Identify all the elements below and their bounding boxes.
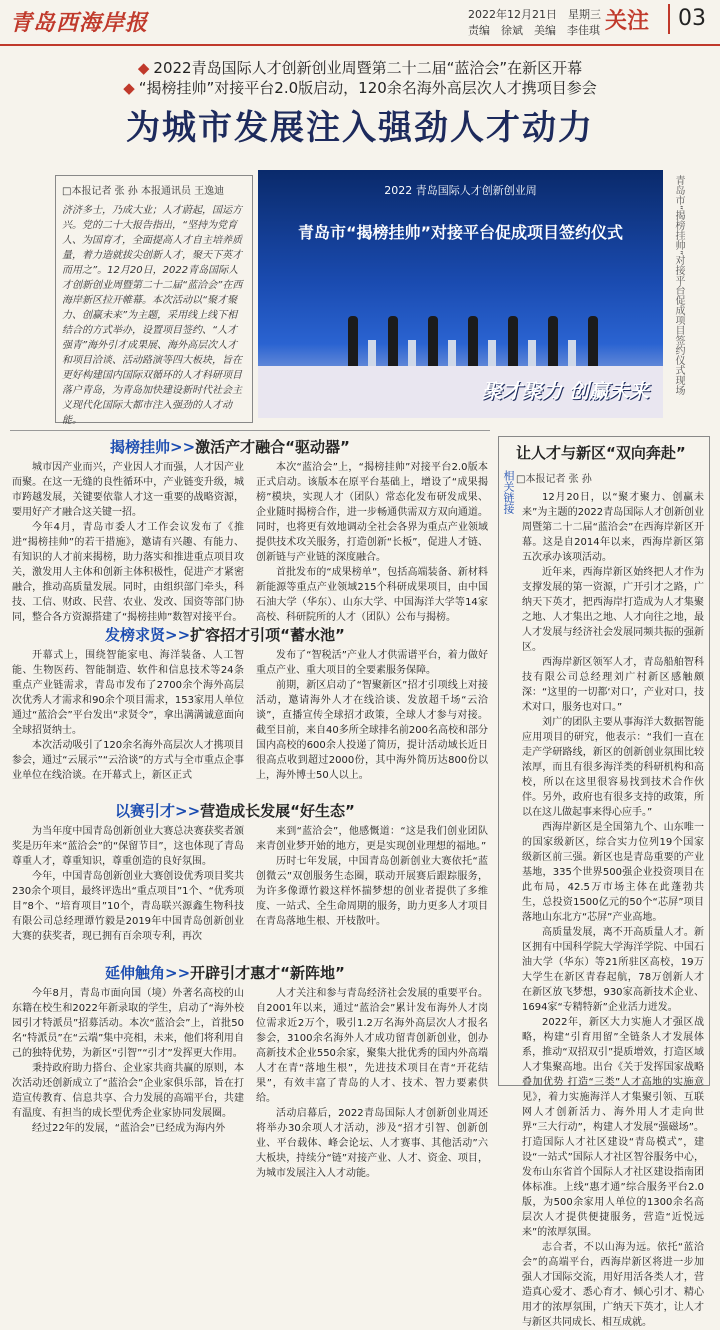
photo-person bbox=[388, 316, 398, 366]
section-heading-1: 揭榜挂帅>>激活产才融合“驱动器” bbox=[110, 438, 350, 456]
section-divider bbox=[10, 430, 490, 431]
section-heading-3: 以赛引才>>营造成长发展“好生态” bbox=[115, 802, 355, 820]
lead-byline: □本报记者 张 孙 本报通讯员 王逸迪 bbox=[62, 186, 225, 197]
photo-slogan: 聚才聚力 创赢未来 bbox=[482, 379, 649, 403]
page-number: 03 bbox=[668, 4, 706, 34]
section-heading-2: 发榜求贤>>扩容招才引项“蓄水池” bbox=[105, 626, 345, 644]
section-2-col-1: 开幕式上，围绕智能家电、海洋装备、人工智能、生物医药、智能制造、软件和信息技术等24条重点产业链需求，青岛市发布了2700余个海外高层次优秀人才需求和90余个项目需求，153家用人单位通过“蓝洽会”平台发出“求贤令”，拿出满满诚意面向全球招贤纳士。 本次活动吸引了120余名海外高层次人才携项目参会，通过“云展示”“云洽谈”的方式与全市重点企事业单位在线洽谈。在开幕式上，新区正式 bbox=[12, 650, 244, 781]
photo-podium bbox=[448, 340, 456, 366]
photo-person bbox=[548, 316, 558, 366]
section-name: 关注 bbox=[605, 9, 650, 34]
photo-person bbox=[428, 316, 438, 366]
signing-ceremony-photo bbox=[258, 170, 663, 418]
section-4-col-1: 今年8月，青岛市面向国（境）外著名高校的山东籍在校生和2022年新录取的学生，启动了“海外校园引才特派员”招募活动。本次“蓝洽会”上，首批50名“特派员”在“云端”集中亮相，未来，他们将利用自己的独特优势，为新区“引智”“引才”发挥更大作用。 秉持政府助力搭台、企业家共商共赢的原则，本次活动还创新成立了“蓝洽会”企业家俱乐部，旨在打造宣传教育、信息共享、合力发展的高端平台，共建有温度、有担当的成长型优秀企业家协同发展圈。 经过22年的发展，“蓝洽会”已经成为海内外 bbox=[12, 988, 244, 1134]
section-4-col-2: 人才关注和参与青岛经济社会发展的重要平台。自2001年以来，通过“蓝洽会”累计发布海外人才岗位需求近2万个，吸引1.2万名海外高层次人才报名参会，3100余名海外人才成功留青创新创业，创办高新技术企业550余家，聚集大批优秀的国内外高端人才在青“落地生根”，先进技术项目在青“开花结果”，有效丰富了青岛的人才、技术、智力要素供给。 活动启幕后，2022青岛国际人才创新创业周还将举办30余项人才活动，涉及“招才引智、创新创业、平台载体、峰会论坛、人才赛事、其他活动”六大板块，持续分“链”对接产业、人才、资金、项目，为城市发展注入人才动能。 bbox=[256, 988, 488, 1179]
photo-podium bbox=[528, 340, 536, 366]
diamond-icon: ◆ bbox=[123, 79, 135, 97]
photo-podium bbox=[488, 340, 496, 366]
diamond-icon: ◆ bbox=[137, 59, 150, 77]
photo-stage-title: 青岛市“揭榜挂帅”对接平台促成项目签约仪式 bbox=[297, 223, 624, 242]
photo-caption: 青岛市“揭榜挂帅”对接平台促成项目签约仪式现场 bbox=[673, 175, 684, 396]
issue-date: 2022年12月21日 星期三 bbox=[468, 8, 601, 21]
newspaper-logo: 青岛西海岸报 bbox=[10, 10, 149, 36]
section-heading-4: 延伸触角>>开辟引才惠才“新阵地” bbox=[105, 964, 345, 982]
sidebar-title: 让人才与新区“双向奔赴” bbox=[516, 444, 686, 462]
subheadline-2: ◆ “揭榜挂帅”对接平台2.0版启动，120余名海外高层次人才携项目参会 bbox=[123, 79, 597, 97]
photo-person bbox=[508, 316, 518, 366]
lead-text: 济济多士，乃成大业；人才蔚起，国运方兴。党的二十大报告指出，“坚持为党育人、为国育才，全面提高人才自主培养质量，着力造就拔尖创新人才，聚天下英才而用之”。12月20日，2022青岛国际人才创新创业周暨第二十二届“蓝洽会”在西海岸新区拉开帷幕。本次活动以“聚才聚力、创赢未来”为主题，采用线上线下相结合的方式举办，设置项目签约、“人才强青”海外引才成果展、海外高层次人才和项目洽谈、活动路演等四大板块，旨在更好构建国内国际双循环的人才科研项目落户青岛，为青岛加快建设新时代社会主义现代化国际大都市注入强劲的人才动能。 bbox=[62, 205, 243, 426]
subheadline-1: ◆ 2022青岛国际人才创新创业周暨第二十二届“蓝洽会”在新区开幕 bbox=[137, 59, 583, 77]
main-headline: 为城市发展注入强劲人才动力 bbox=[126, 108, 594, 148]
section-1-col-1: 城市因产业而兴，产业因人才而强，人才因产业而聚。在这一无缝的良性循环中，产业链变升级，城市跨越发展，关键要依靠人才这一重要的战略资源，要用好产才融合这关键一招。 今年4月，青岛市委人才工作会议发布了《推进“揭榜挂帅”的若干措施》，邀请有兴趣、有能力、有知识的人才前来揭榜，助力落实和推进重点项目攻关，激发用人主体和创新主体积极性，促进产才紧密融合，推动高质量发展。同时，由组织部门牵头，科技、工信、财政、民营、农业、发改、国资等部门协同，整合各方资源搭建了“揭榜挂帅”数智对接平台。 bbox=[12, 462, 244, 623]
photo-person bbox=[468, 316, 478, 366]
photo-banner-text: 2022 青岛国际人才创新创业周 bbox=[384, 184, 537, 197]
photo-podium bbox=[368, 340, 376, 366]
section-3-col-2: 来到“蓝洽会”，他感慨道：“这是我们创业团队来青创业梦开始的地方，更是实现创业理想的福地。” 历时七年发展，中国青岛创新创业大赛依托“蓝创微云”双创服务生态圈，联动开展赛后跟踪服务，为许多像谭竹毅这样怀揣梦想的创业者提供了多维度、一站式、全生命周期的服务，助力更多人才项目在青岛落地生根、开枝散叶。 bbox=[256, 826, 488, 927]
photo-podium bbox=[408, 340, 416, 366]
photo-person bbox=[588, 316, 598, 366]
lead-box bbox=[55, 175, 253, 426]
photo-podium bbox=[568, 340, 576, 366]
sidebar-byline: □本报记者 张 孙 bbox=[516, 474, 592, 485]
photo-person bbox=[348, 316, 358, 366]
section-2-col-2: 发布了“智税活”产业人才供需谱平台，着力做好重点产业、重大项目的全要素服务保障。 前期，新区启动了“智聚新区”招才引项线上对接活动，邀请海外人才在线洽谈、发放超千场“云洽谈”，直播宣传全球招才政策，全球人才参与对接。截至目前，来自40多所全球排名前200名高校和部分国内高校的600余人投递了简历，提计活动域长近日很高点收到超过2000份，其中海外简历达800份以上，海外博士50人以上。 bbox=[256, 650, 488, 781]
editors-credit: 责编 徐斌 美编 李佳琪 bbox=[468, 24, 600, 37]
masthead bbox=[0, 0, 720, 46]
section-1-col-2: 本次“蓝洽会”上，“揭榜挂帅”对接平台2.0版本正式启动。该版本在原平台基础上，增设了“成果揭榜”模块，实现人才（团队）常态化发布研发成果、企业随时揭榜合作，进一步畅通供需双方双向通道。同时，也将更有效地调动全社会各界为重点产业领域提供技术攻关服务，打造创新“长板”，促进人才链、创新链与产业链的深度融合。 首批发布的“成果榜单”，包括高端装备、新材料新能源等重点产业领域215个科研成果项目，由中国石油大学（华东）、山东大学、中国海洋大学等14家高校、科研院所的人才（团队）公布与揭榜。 bbox=[256, 462, 488, 623]
subheadlines bbox=[0, 58, 720, 98]
section-3-col-1: 为当年度中国青岛创新创业大赛总决赛获奖者颁奖是历年来“蓝洽会”的“保留节目”，这也体现了青岛尊重人才，尊重知识，尊重创造的良好氛围。 今年，中国青岛创新创业大赛创设优秀项目奖共230余个项目，最终评选出“重点项目”1个、“优秀项目”8个、“培育项目”10个，青岛联兴源鑫生物科技有限公司总经理谭竹毅是2019年中国青岛创新创业大赛的获奖者，现已拥有百余项专利，再次 bbox=[12, 826, 244, 942]
sidebar-body: 12月20日，以“聚才聚力、创赢未来”为主题的2022青岛国际人才创新创业周暨第二十二届“蓝洽会”在西海岸新区开幕。这是自2014年以来，西海岸新区第五次承办该项活动。 近年来，西海岸新区始终把人才作为支撑发展的第一资源，广开引才之路，广纳天下英才，把西海岸打造成为人才集聚之地、人才集出之地、人才向往之地，最人才发展与经济社会发展同频共振的强新区。 西海岸新区领军人才，青岛船舶智科技有限公司总经理刘广村新区感触颇深：“这里的一切都‘对口’，产业对口，技术对口，服务也对口。” 刘广的团队主要从事海洋大数据智能应用项目的研究，他表示：“我们一直在走产学研路线，新区的创新创业氛围比较浓厚，而且有很多海洋类的科研机构和高校，所以在这里很容易找到技术合作伙伴。另外，政府也有很多支持的政策，所以在这儿做起事来得心应手。” 西海岸新区是全国第九个、山东唯一的国家级新区，综合实力位列19个国家级新区前三强。新区也是青岛重要的产业基地，335个世界500强企业投资项目在此布局，42.5万市场主体在此蓬勃共生，总投资1500亿元的50个“芯屏”项目落地山东北方“芯屏”产业高地。 高质量发展，离不开高质量人才。新区拥有中国科学院大学海洋学院、中国石油大学（华东）等21所驻区高校，19万大学生在新区青春起航，78万创新人才在新区放飞梦想，930家高新技术企业、1694家“专精特新”企业活力迸发。 2022年，新区大力实施人才强区战略，构建“引育用留”全链条人才发展体系，推动“双招双引”提质增效，打造区域人才集聚高地。出台《关于发挥国家战略叠加优势 打造“三类”人才高地的实施意见》，着力实施海洋人才集聚引领、互联网人才创新活力、海外用人才走向世界“三大行动”，构建人才发展“强磁场”。打造国际人才社区建设“青岛模式”，建设“一站式”国际人才社区智谷服务中心，发布山东省首个国际人才社区建设指南团体标准。上线“惠才通”综合服务平台2.0版，为500余家用人单位的1300余名高层次人才提供便捷服务，营造“近悦远来”的浓厚氛围。 志合者，不以山海为远。依托“蓝洽会”的高端平台，西海岸新区将进一步加强人才国际交流，用好用活各类人才，营造真心爱才、悉心育才、倾心引才、精心用才的浓厚氛围，广纳天下英才，让人才与新区共同成长、相互成就。 bbox=[522, 492, 704, 1328]
related-link-label: 相关链接 bbox=[502, 470, 515, 514]
